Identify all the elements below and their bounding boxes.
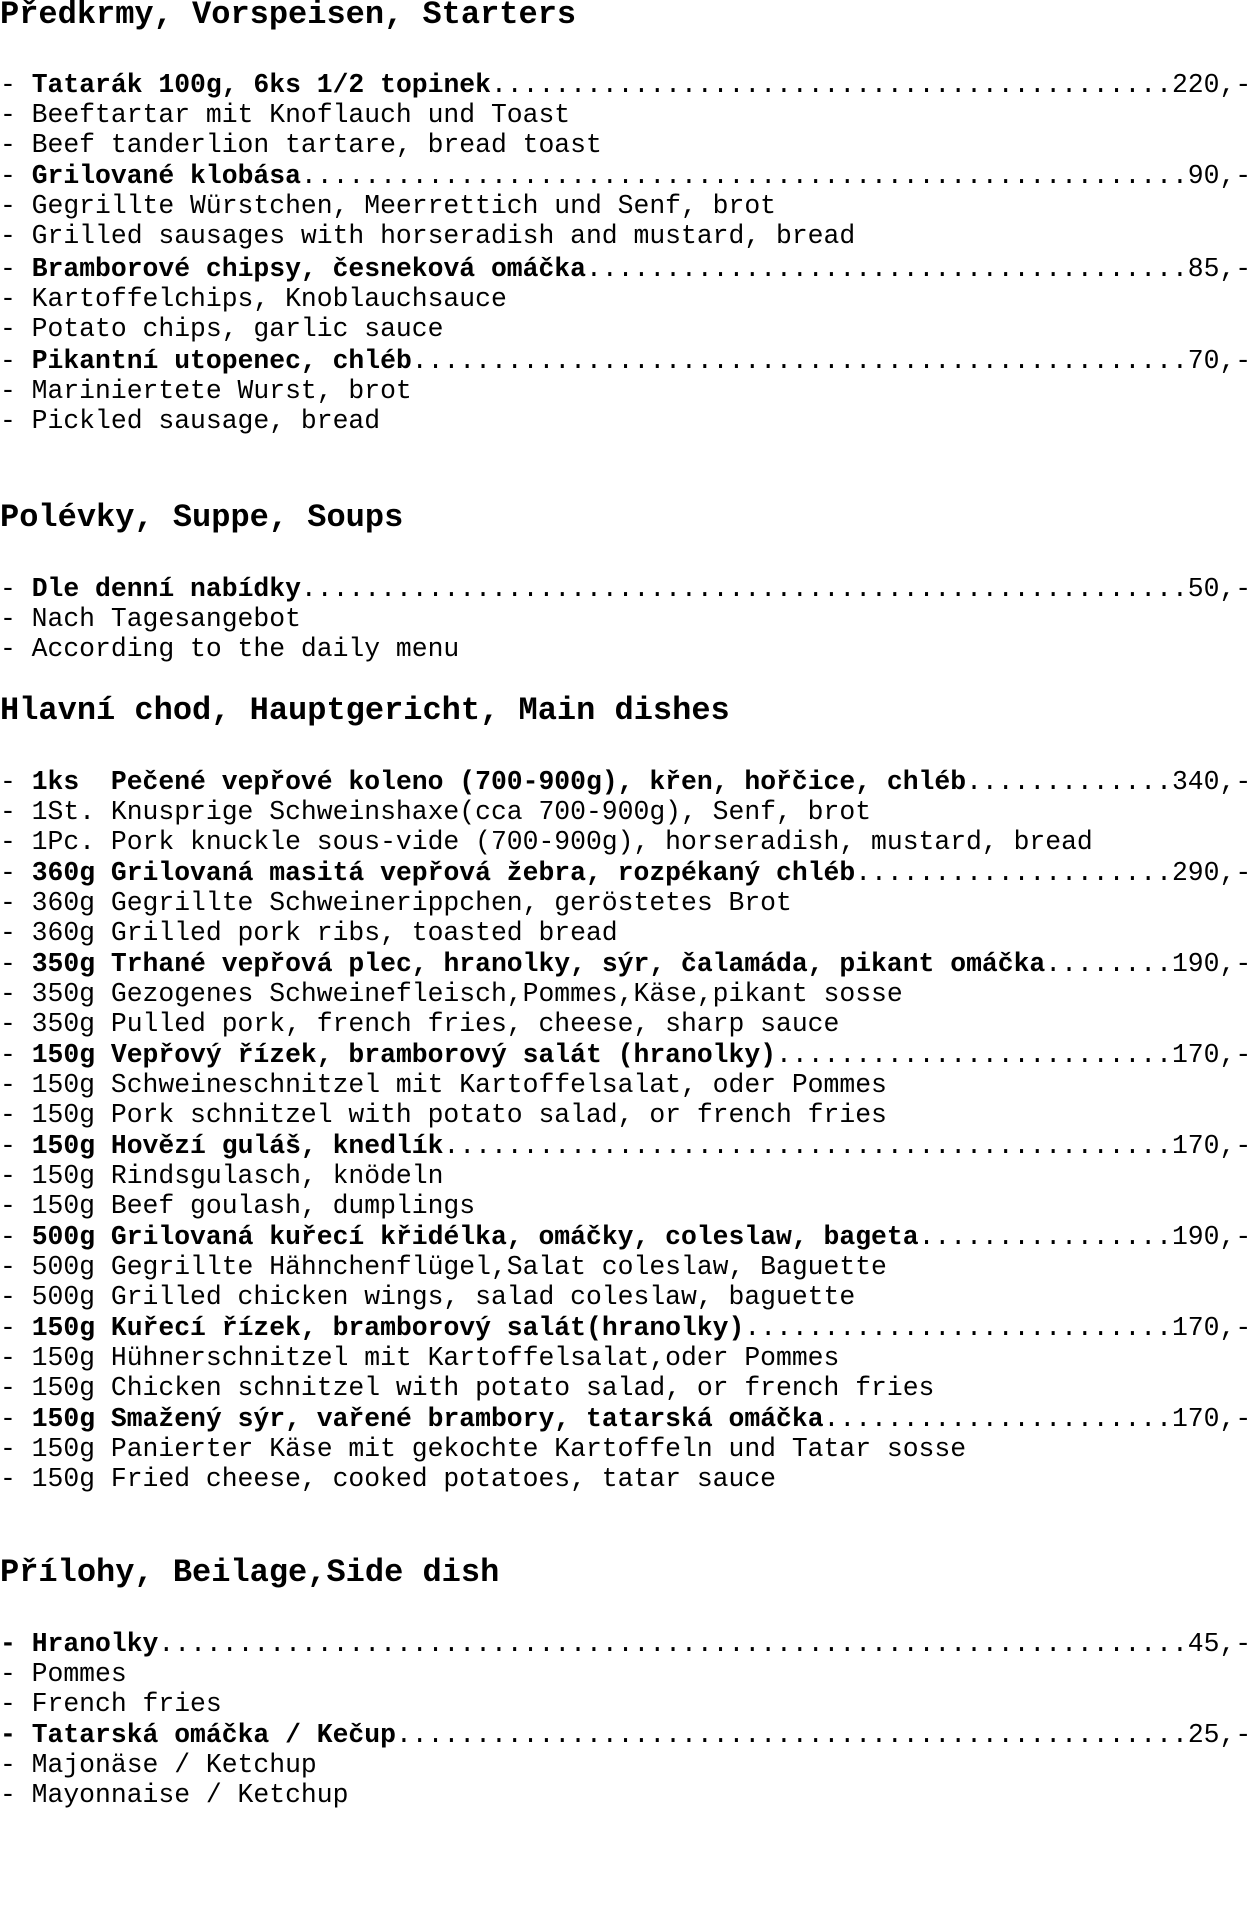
item-line: - Grilované klobása........................................................90,- [0, 161, 1252, 191]
item-price: 170,- [1171, 1313, 1252, 1343]
item-line: - 150g Smažený sýr, vařené brambory, tatarská omáčka......................170,- [0, 1404, 1252, 1434]
item-description: - French fries [0, 1689, 222, 1719]
item-description: - 500g Grilled chicken wings, salad coleslaw, baguette [0, 1282, 856, 1312]
item-description: - Pommes [0, 1659, 127, 1689]
item-description: - 150g Schweineschnitzel mit Kartoffelsalat, oder Pommes [0, 1070, 887, 1100]
item-line: - 350g Trhané vepřová plec, hranolky, sýr, čalamáda, pikant omáčka........190,- [0, 949, 1252, 979]
item-description: - 1St. Knusprige Schweinshaxe(cca 700-900g), Senf, brot [0, 797, 872, 827]
item-name: Pikantní utopenec, chléb [31, 346, 412, 376]
item-description: - 150g Pork schnitzel with potato salad, or french fries [0, 1100, 887, 1130]
dot-leader: ...................... [823, 1404, 1172, 1434]
item-price: 25,- [1187, 1720, 1252, 1750]
section-heading-soups: Polévky, Suppe, Soups [0, 499, 404, 536]
item-description: - Majonäse / Ketchup [0, 1750, 317, 1780]
item-name: 150g Kuřecí řízek, bramborový salát(hranolky) [31, 1313, 745, 1343]
dot-leader: .............................................. [443, 1131, 1172, 1161]
item-price: 190,- [1171, 949, 1252, 979]
item-description: - Nach Tagesangebot [0, 604, 301, 634]
item-price: 170,- [1171, 1131, 1252, 1161]
section-heading-main-dishes: Hlavní chod, Hauptgericht, Main dishes [0, 692, 730, 729]
item-price: 220,- [1171, 70, 1252, 100]
item-description: - 350g Gezogenes Schweinefleisch,Pommes,Käse,pikant sosse [0, 979, 903, 1009]
item-name: Tatarák 100g, 6ks 1/2 topinek [31, 70, 491, 100]
item-name: Bramborové chipsy, česneková omáčka [31, 254, 586, 284]
dot-leader: ................................................................. [158, 1629, 1188, 1659]
item-name: Grilované klobása [31, 161, 301, 191]
item-price: 85,- [1187, 254, 1252, 284]
item-price: 170,- [1171, 1040, 1252, 1070]
item-description: - 500g Gegrillte Hähnchenflügel,Salat coleslaw, Baguette [0, 1252, 887, 1282]
item-price: 50,- [1187, 574, 1252, 604]
item-line: - Dle denní nabídky........................................................50,- [0, 574, 1252, 604]
item-price: 170,- [1171, 1404, 1252, 1434]
item-description: - According to the daily menu [0, 634, 460, 664]
item-line: - Pikantní utopenec, chléb.................................................70,- [0, 346, 1252, 376]
dot-leader: ........ [1045, 949, 1172, 979]
item-line: - 360g Grilovaná masitá vepřová žebra, rozpékaný chléb....................290,- [0, 858, 1252, 888]
item-description: - 150g Panierter Käse mit gekochte Kartoffeln und Tatar sosse [0, 1434, 967, 1464]
item-description: - Gegrillte Würstchen, Meerrettich und Senf, brot [0, 191, 777, 221]
item-description: - 150g Hühnerschnitzel mit Kartoffelsalat,oder Pommes [0, 1343, 840, 1373]
item-line: - 500g Grilovaná kuřecí křidélka, omáčky, coleslaw, bageta................190,- [0, 1222, 1252, 1252]
dot-leader: .................................................. [395, 1720, 1188, 1750]
item-price: 70,- [1187, 346, 1252, 376]
item-line: - 150g Kuřecí řízek, bramborový salát(hranolky)...........................170,- [0, 1313, 1252, 1343]
dot-leader: ........................................................ [300, 161, 1188, 191]
item-name: 500g Grilovaná kuřecí křidélka, omáčky, coleslaw, bageta [31, 1222, 919, 1252]
item-description: - 1Pc. Pork knuckle sous-vide (700-900g), horseradish, mustard, bread [0, 827, 1093, 857]
dot-leader: ........................................... [490, 70, 1172, 100]
dot-leader: ...................................... [585, 254, 1188, 284]
dot-leader: ............. [966, 767, 1172, 797]
item-line: - 150g Hovězí guláš, knedlík..............................................170,- [0, 1131, 1252, 1161]
item-description: - 150g Fried cheese, cooked potatoes, tatar sauce [0, 1464, 777, 1494]
item-name: 150g Smažený sýr, vařené brambory, tatarská omáčka [31, 1404, 824, 1434]
item-description: - Potato chips, garlic sauce [0, 314, 444, 344]
item-description: - Grilled sausages with horseradish and mustard, bread [0, 221, 856, 251]
item-name: 1ks Pečené vepřové koleno (700-900g), křen, hořčice, chléb [31, 767, 967, 797]
item-name: Tatarská omáčka / Kečup [31, 1720, 396, 1750]
item-name: Dle denní nabídky [31, 574, 301, 604]
section-heading-side-dish: Přílohy, Beilage,Side dish [0, 1554, 500, 1591]
item-price: 340,- [1171, 767, 1252, 797]
item-line: - 150g Vepřový řízek, bramborový salát (hranolky).........................170,- [0, 1040, 1252, 1070]
item-description: - 150g Beef goulash, dumplings [0, 1191, 476, 1221]
item-line: - Tatarák 100g, 6ks 1/2 topinek...........................................220,- [0, 70, 1252, 100]
item-description: - 360g Gegrillte Schweinerippchen, geröstetes Brot [0, 888, 792, 918]
item-name: Hranolky [31, 1629, 159, 1659]
item-description: - Beef tanderlion tartare, bread toast [0, 130, 602, 160]
item-line: - Hranolky.................................................................45,- [0, 1629, 1252, 1659]
section-heading-starters: Předkrmy, Vorspeisen, Starters [0, 0, 577, 33]
item-description: - 350g Pulled pork, french fries, cheese, sharp sauce [0, 1009, 840, 1039]
item-description: - 150g Chicken schnitzel with potato salad, or french fries [0, 1373, 935, 1403]
item-line: - Bramborové chipsy, česneková omáčka......................................85,- [0, 254, 1252, 284]
item-price: 90,- [1187, 161, 1252, 191]
item-price: 190,- [1171, 1222, 1252, 1252]
item-name: 150g Hovězí guláš, knedlík [31, 1131, 444, 1161]
dot-leader: ................ [918, 1222, 1172, 1252]
item-description: - Kartoffelchips, Knoblauchsauce [0, 284, 507, 314]
dot-leader: .................... [855, 858, 1172, 888]
dot-leader: ......................... [776, 1040, 1172, 1070]
item-description: - 150g Rindsgulasch, knödeln [0, 1161, 444, 1191]
item-description: - Beeftartar mit Knoflauch und Toast [0, 100, 571, 130]
item-line: - Tatarská omáčka / Kečup..................................................25,- [0, 1720, 1252, 1750]
item-line: - 1ks Pečené vepřové koleno (700-900g), křen, hořčice, chléb.............340,- [0, 767, 1252, 797]
item-description: - 360g Grilled pork ribs, toasted bread [0, 918, 618, 948]
item-description: - Mayonnaise / Ketchup [0, 1780, 349, 1810]
item-price: 290,- [1171, 858, 1252, 888]
dot-leader: ................................................. [411, 346, 1188, 376]
dot-leader: ........................... [744, 1313, 1172, 1343]
item-name: 360g Grilovaná masitá vepřová žebra, rozpékaný chléb [31, 858, 856, 888]
item-name: 350g Trhané vepřová plec, hranolky, sýr, čalamáda, pikant omáčka [31, 949, 1046, 979]
item-price: 45,- [1187, 1629, 1252, 1659]
item-description: - Mariniertete Wurst, brot [0, 376, 412, 406]
item-name: 150g Vepřový řízek, bramborový salát (hranolky) [31, 1040, 777, 1070]
item-description: - Pickled sausage, bread [0, 406, 381, 436]
dot-leader: ........................................................ [300, 574, 1188, 604]
